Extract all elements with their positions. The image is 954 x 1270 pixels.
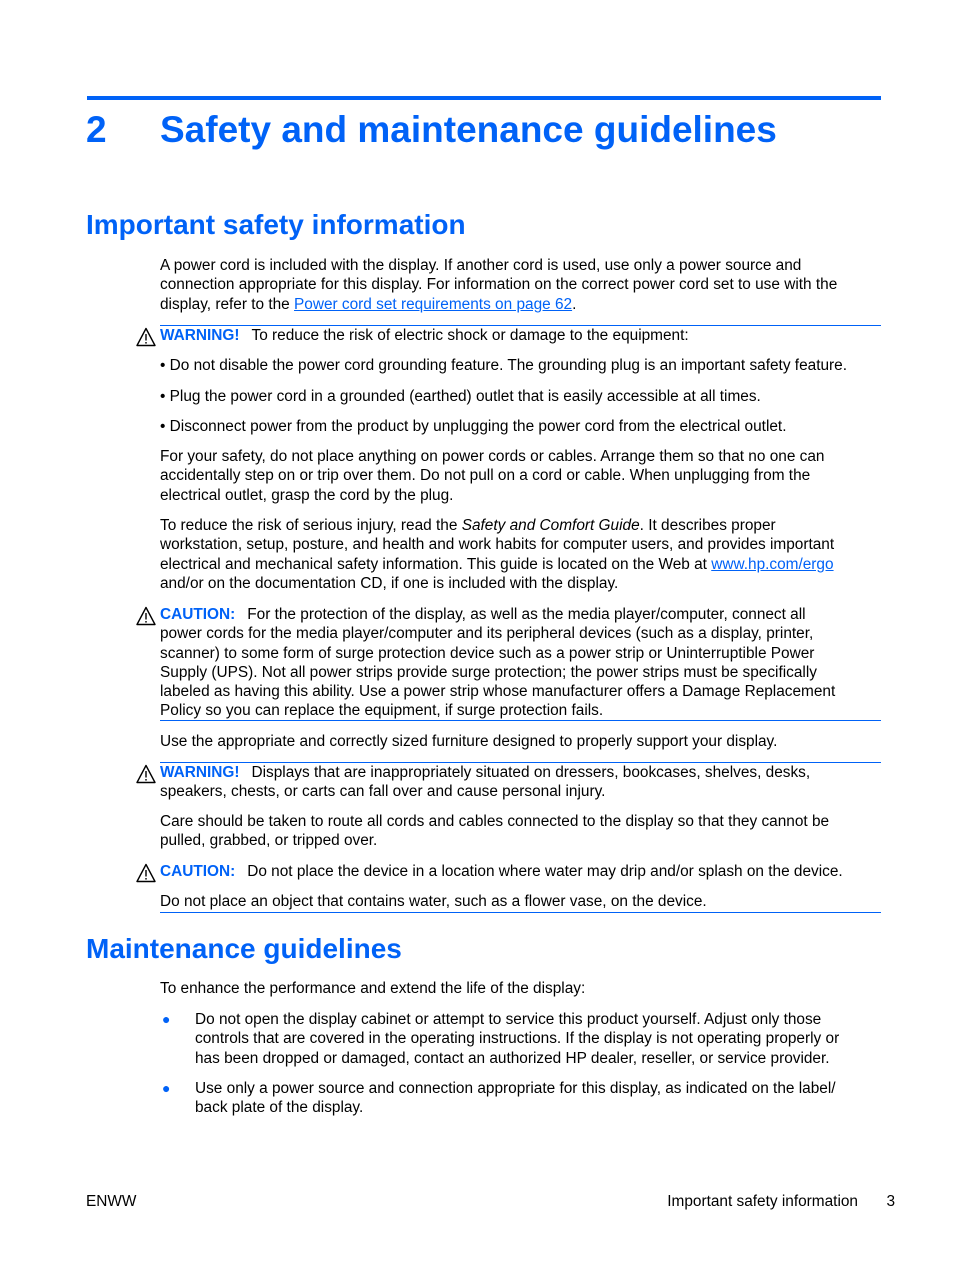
text-line: A power cord is included with the display. If another cord is used, use only a power source and bbox=[160, 257, 802, 274]
bullet-icon: ● bbox=[162, 1080, 171, 1096]
text-line: scanner) to some form of surge protection device such as a power strip or Uninterruptible Power bbox=[160, 644, 815, 662]
care-paragraph bbox=[160, 812, 882, 851]
bullet-item: • Plug the power cord in a grounded (earthed) outlet that is easily accessible at all times. bbox=[160, 388, 761, 405]
warning-label: WARNING! bbox=[160, 327, 240, 344]
cords-paragraph bbox=[160, 447, 882, 505]
bullet-icon: ● bbox=[162, 1011, 171, 1027]
text-line: electrical outlet, grasp the cord by the plug. bbox=[160, 486, 454, 504]
text-line: labeled as having this ability. Use a power strip whose manufacturer offers a Damage Replacement bbox=[160, 683, 836, 701]
caution-label: CAUTION: bbox=[160, 606, 236, 623]
maintenance-bullet bbox=[195, 1010, 882, 1068]
bullet-item: • Do not disable the power cord grounding feature. The grounding plug is an important safety feature. bbox=[160, 357, 847, 374]
power-cord-requirements-link[interactable]: Power cord set requirements on page 62 bbox=[294, 295, 573, 313]
text-line: pulled, grabbed, or tripped over. bbox=[160, 832, 378, 850]
section-heading-maintenance: Maintenance guidelines bbox=[86, 933, 402, 964]
maintenance-bullet bbox=[195, 1079, 882, 1118]
caution-text: Do not place the device in a location where water may drip and/or splash on the device. bbox=[247, 863, 843, 880]
text-line: power cords for the media player/computer and its peripheral devices (such as a display, printer, bbox=[160, 625, 814, 643]
page-number: 3 bbox=[886, 1193, 895, 1210]
caution-bottom-rule bbox=[160, 720, 881, 721]
text-fragment: . bbox=[572, 295, 577, 313]
caution-bottom-rule bbox=[160, 912, 881, 913]
safety-intro-paragraph bbox=[160, 256, 882, 314]
text-line: workstation, setup, posture, and health and work habits for computer users, and provides important bbox=[160, 536, 835, 554]
text-line: back plate of the display. bbox=[195, 1099, 364, 1117]
maintenance-intro: To enhance the performance and extend the life of the display: bbox=[160, 980, 586, 997]
hp-ergo-link[interactable]: www.hp.com/ergo bbox=[711, 555, 834, 573]
text-fragment: electrical and mechanical safety information. This guide is located on the Web at bbox=[160, 555, 712, 573]
section-heading-safety: Important safety information bbox=[86, 209, 466, 240]
caution-surge-protection bbox=[160, 605, 882, 721]
text-line: connection appropriate for this display. For information on the correct power cord set to use with the bbox=[160, 276, 838, 294]
text-line: Use only a power source and connection appropriate for this display, as indicated on the label/ bbox=[195, 1080, 836, 1097]
guide-title: Safety and Comfort Guide bbox=[461, 517, 640, 534]
text-line: and/or on the documentation CD, if one is included with the display. bbox=[160, 574, 619, 592]
bullet-item: • Disconnect power from the product by unplugging the power cord from the electrical outlet. bbox=[160, 418, 787, 435]
text-fragment: To reduce the risk of serious injury, read the bbox=[160, 517, 462, 534]
footer-doc-code: ENWW bbox=[86, 1193, 137, 1210]
text-line: Care should be taken to route all cords and cables connected to the display so that they cannot be bbox=[160, 813, 830, 830]
caution-water-second-line: Do not place an object that contains water, such as a flower vase, on the device. bbox=[160, 893, 707, 910]
chapter-number: 2 bbox=[86, 109, 107, 150]
text-line: For your safety, do not place anything on power cords or cables. Arrange them so that no one can bbox=[160, 448, 825, 465]
text-line: Supply (UPS). Not all power strips provide surge protection; the power strips must be specifically bbox=[160, 663, 817, 681]
warning-triangle-icon bbox=[136, 327, 156, 347]
warning-triangle-icon bbox=[136, 606, 156, 626]
text-line: has been dropped or damaged, contact an authorized HP dealer, reseller, or service provider. bbox=[195, 1049, 830, 1067]
text-line: Policy so you can replace the equipment, if surge protection fails. bbox=[160, 702, 604, 720]
text-line: Do not open the display cabinet or attempt to service this product yourself. Adjust only those bbox=[195, 1011, 822, 1028]
warning-triangle-icon bbox=[136, 764, 156, 784]
furniture-paragraph: Use the appropriate and correctly sized furniture designed to properly support your display. bbox=[160, 733, 778, 750]
caution-label: CAUTION: bbox=[160, 863, 236, 880]
warning-text: Displays that are inappropriately situated on dressers, bookcases, shelves, desks, bbox=[251, 764, 811, 781]
text-fragment: . It describes proper bbox=[639, 517, 776, 534]
warning-tip-over bbox=[160, 763, 882, 802]
footer-section-title: Important safety information bbox=[667, 1193, 858, 1210]
warning-text: To reduce the risk of electric shock or damage to the equipment: bbox=[251, 327, 689, 344]
warning-triangle-icon bbox=[136, 863, 156, 883]
warning-electric-shock bbox=[160, 326, 882, 345]
chapter-rule bbox=[87, 96, 881, 100]
caution-water bbox=[160, 862, 882, 881]
comfort-guide-paragraph bbox=[160, 516, 882, 593]
chapter-title: Safety and maintenance guidelines bbox=[160, 109, 777, 150]
text-line: speakers, chests, or carts can fall over and cause personal injury. bbox=[160, 783, 606, 801]
text-fragment: display, refer to the bbox=[160, 295, 295, 313]
text-line: controls that are covered in the operating instructions. If the display is not operating properly or bbox=[195, 1030, 840, 1048]
caution-text: For the protection of the display, as well as the media player/computer, connect all bbox=[247, 606, 806, 623]
text-line: accidentally step on or trip over them. Do not pull on a cord or cable. When unplugging from the bbox=[160, 467, 811, 485]
warning-label: WARNING! bbox=[160, 764, 240, 781]
